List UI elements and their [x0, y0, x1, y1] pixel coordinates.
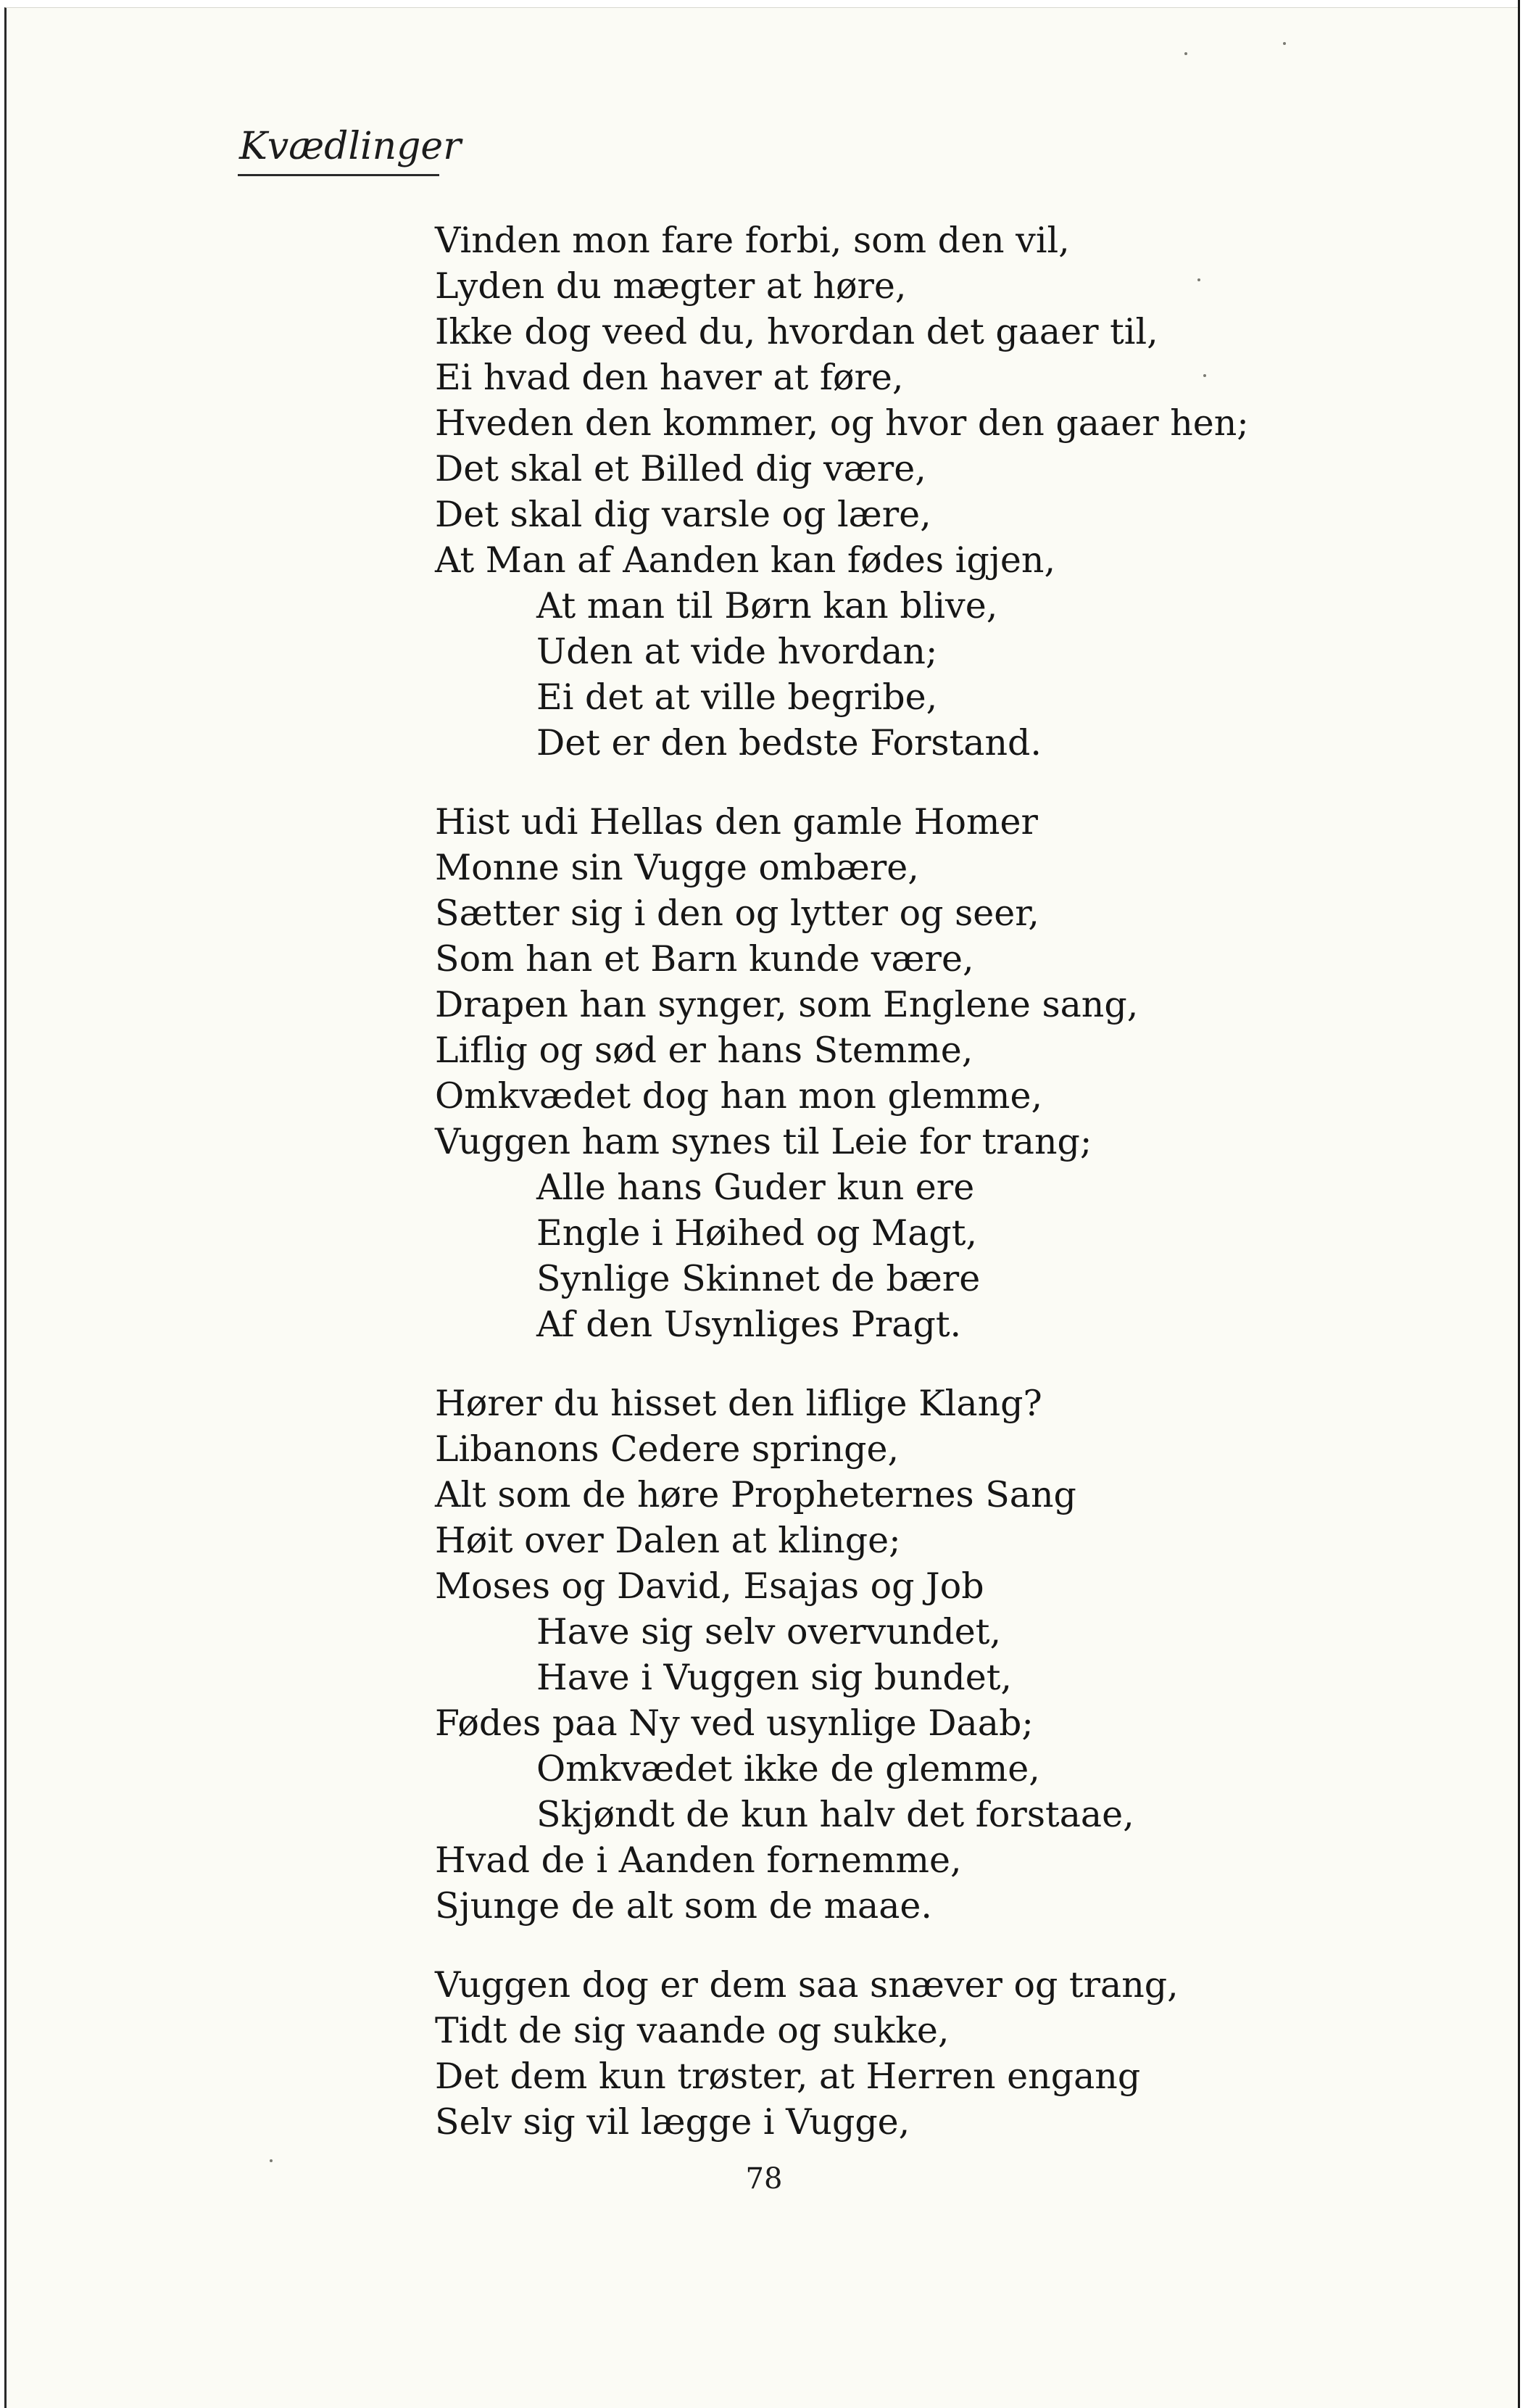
poem-line: Liflig og sød er hans Stemme,: [435, 1030, 973, 1071]
poem-line: Engle i Høihed og Magt,: [536, 1212, 978, 1254]
scan-speck: [1184, 52, 1187, 55]
poem: [435, 218, 1377, 2178]
poem-line: Som han et Barn kunde være,: [435, 938, 974, 980]
poem-line: Selv sig vil lægge i Vugge,: [435, 2101, 910, 2143]
poem-line: Skjøndt de kun halv det forstaae,: [536, 1794, 1134, 1835]
poem-line: Have i Vuggen sig bundet,: [536, 1657, 1012, 1698]
poem-line: Ei hvad den haver at føre,: [435, 357, 904, 398]
poem-line: Alle hans Guder kun ere: [536, 1167, 975, 1208]
poem-line: Det skal dig varsle og lære,: [435, 494, 931, 535]
poem-line: Moses og David, Esajas og Job: [435, 1565, 984, 1607]
poem-line: Omkvædet ikke de glemme,: [536, 1748, 1040, 1790]
scan-speck: [1203, 374, 1206, 377]
poem-line: Uden at vide hvordan;: [536, 631, 938, 672]
page-number: 78: [745, 2162, 783, 2196]
poem-line: Sjunge de alt som de maae.: [435, 1885, 932, 1927]
poem-line: Alt som de høre Propheternes Sang: [435, 1474, 1076, 1515]
poem-line: Ei det at ville begribe,: [536, 677, 938, 718]
scan-speck: [270, 2159, 273, 2162]
poem-line: Af den Usynliges Pragt.: [536, 1304, 962, 1345]
poem-line: Hist udi Hellas den gamle Homer: [435, 801, 1038, 843]
stanza: [435, 1962, 1377, 2145]
poem-line: At man til Børn kan blive,: [536, 585, 998, 626]
poem-line: Ikke dog veed du, hvordan det gaaer til,: [435, 311, 1158, 352]
poem-line: Lyden du mægter at høre,: [435, 265, 907, 307]
page-edge: [1518, 0, 1528, 2408]
poem-line: Monne sin Vugge ombære,: [435, 847, 919, 888]
poem-line: Have sig selv overvundet,: [536, 1611, 1002, 1652]
running-head: Kvædlinger: [239, 125, 462, 168]
poem-line: Synlige Skinnet de bære: [536, 1258, 981, 1299]
poem-line: Omkvædet dog han mon glemme,: [435, 1075, 1043, 1117]
poem-line: Det skal et Billed dig være,: [435, 448, 926, 489]
poem-line: Hveden den kommer, og hvor den gaaer hen;: [435, 402, 1249, 444]
poem-line: Vuggen ham synes til Leie for trang;: [435, 1121, 1092, 1162]
poem-line: Drapen han synger, som Englene sang,: [435, 984, 1139, 1025]
poem-line: Vinden mon fare forbi, som den vil,: [435, 220, 1070, 261]
poem-line: Høit over Dalen at klinge;: [435, 1520, 901, 1561]
poem-line: Det dem kun trøster, at Herren engang: [435, 2056, 1141, 2097]
poem-line: Sætter sig i den og lytter og seer,: [435, 893, 1039, 934]
poem-line: Fødes paa Ny ved usynlige Daab;: [435, 1702, 1034, 1744]
stanza: [435, 218, 1377, 766]
scan-speck: [1283, 42, 1286, 45]
poem-line: Vuggen dog er dem saa snæver og trang,: [435, 1964, 1179, 2006]
running-head-rule: [238, 174, 439, 176]
poem-line: Tidt de sig vaande og sukke,: [435, 2010, 950, 2051]
poem-line: Hvad de i Aanden fornemme,: [435, 1840, 962, 1881]
poem-line: Det er den bedste Forstand.: [536, 722, 1042, 764]
poem-line: Libanons Cedere springe,: [435, 1428, 900, 1470]
stanza: [435, 1381, 1377, 1929]
scan-speck: [1197, 278, 1200, 281]
stanza: [435, 799, 1377, 1347]
poem-line: Hører du hisset den liflige Klang?: [435, 1383, 1042, 1424]
poem-line: At Man af Aanden kan fødes igjen,: [435, 539, 1056, 581]
